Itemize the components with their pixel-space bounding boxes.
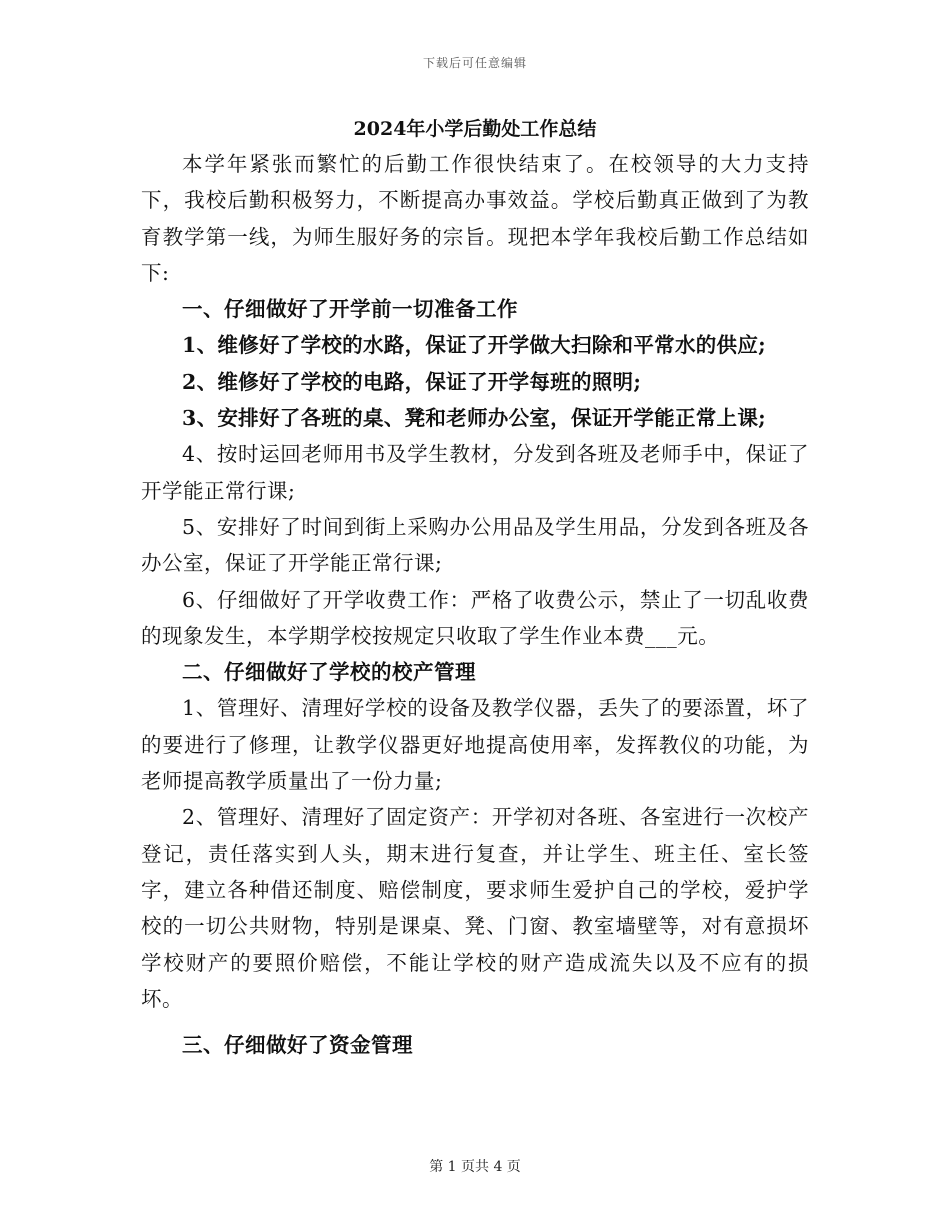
- page-number: 第 1 页共 4 页: [429, 1159, 521, 1175]
- list-item-1-3: 3、安排好了各班的桌、凳和老师办公室，保证开学能正常上课;: [182, 406, 767, 431]
- section-heading-1: 一、仔细做好了开学前一切准备工作: [182, 297, 518, 322]
- list-item-1-1: 1、维修好了学校的水路，保证了开学做大扫除和平常水的供应;: [182, 333, 767, 358]
- page-header-note: 下载后可任意编辑: [422, 56, 527, 70]
- list-item-1-2: 2、维修好了学校的电路，保证了开学每班的照明;: [182, 369, 642, 394]
- list-item-2-2: 2、管理好、清理好了固定资产：开学初对各班、各室进行一次校产登记，责任落实到人头，期末进行复查，并让学生、班主任、室长签字，建立各种借还制度、赔偿制度，要求师生爱护自己的学校，爱护学校的一切公共财物，特别是课桌、凳、门窗、教室墙壁等，对有意损坏学校财产的要照价赔偿，不能让学校的财产造成流失以及不应有的损坏。: [141, 805, 809, 1011]
- document-body: [141, 114, 809, 1063]
- list-item-2-1: 1、管理好、清理好学校的设备及教学仪器，丢失了的要添置，坏了的要进行了修理，让教学仪器更好地提高使用率，发挥教仪的功能，为老师提高教学质量出了一份力量;: [141, 696, 809, 794]
- section-heading-2: 二、仔细做好了学校的校产管理: [182, 660, 476, 685]
- list-item-1-6: 6、仔细做好了开学收费工作：严格了收费公示，禁止了一切乱收费的现象发生，本学期学校按规定只收取了学生作业本费___元。: [141, 587, 809, 648]
- section-heading-3: 三、仔细做好了资金管理: [182, 1033, 413, 1058]
- list-item-1-5: 5、安排好了时间到街上采购办公用品及学生用品，分发到各班及各办公室，保证了开学能正常行课;: [141, 514, 809, 576]
- intro-paragraph: 本学年紧张而繁忙的后勤工作很快结束了。在校领导的大力支持下，我校后勤积极努力，不断提高办事效益。学校后勤真正做到了为教育教学第一线，为师生服好务的宗旨。现把本学年我校后勤工作总结如下:: [141, 152, 809, 285]
- document-title: 2024年小学后勤处工作总结: [353, 118, 597, 140]
- list-item-1-4: 4、按时运回老师用书及学生教材，分发到各班及老师手中，保证了开学能正常行课;: [141, 442, 809, 503]
